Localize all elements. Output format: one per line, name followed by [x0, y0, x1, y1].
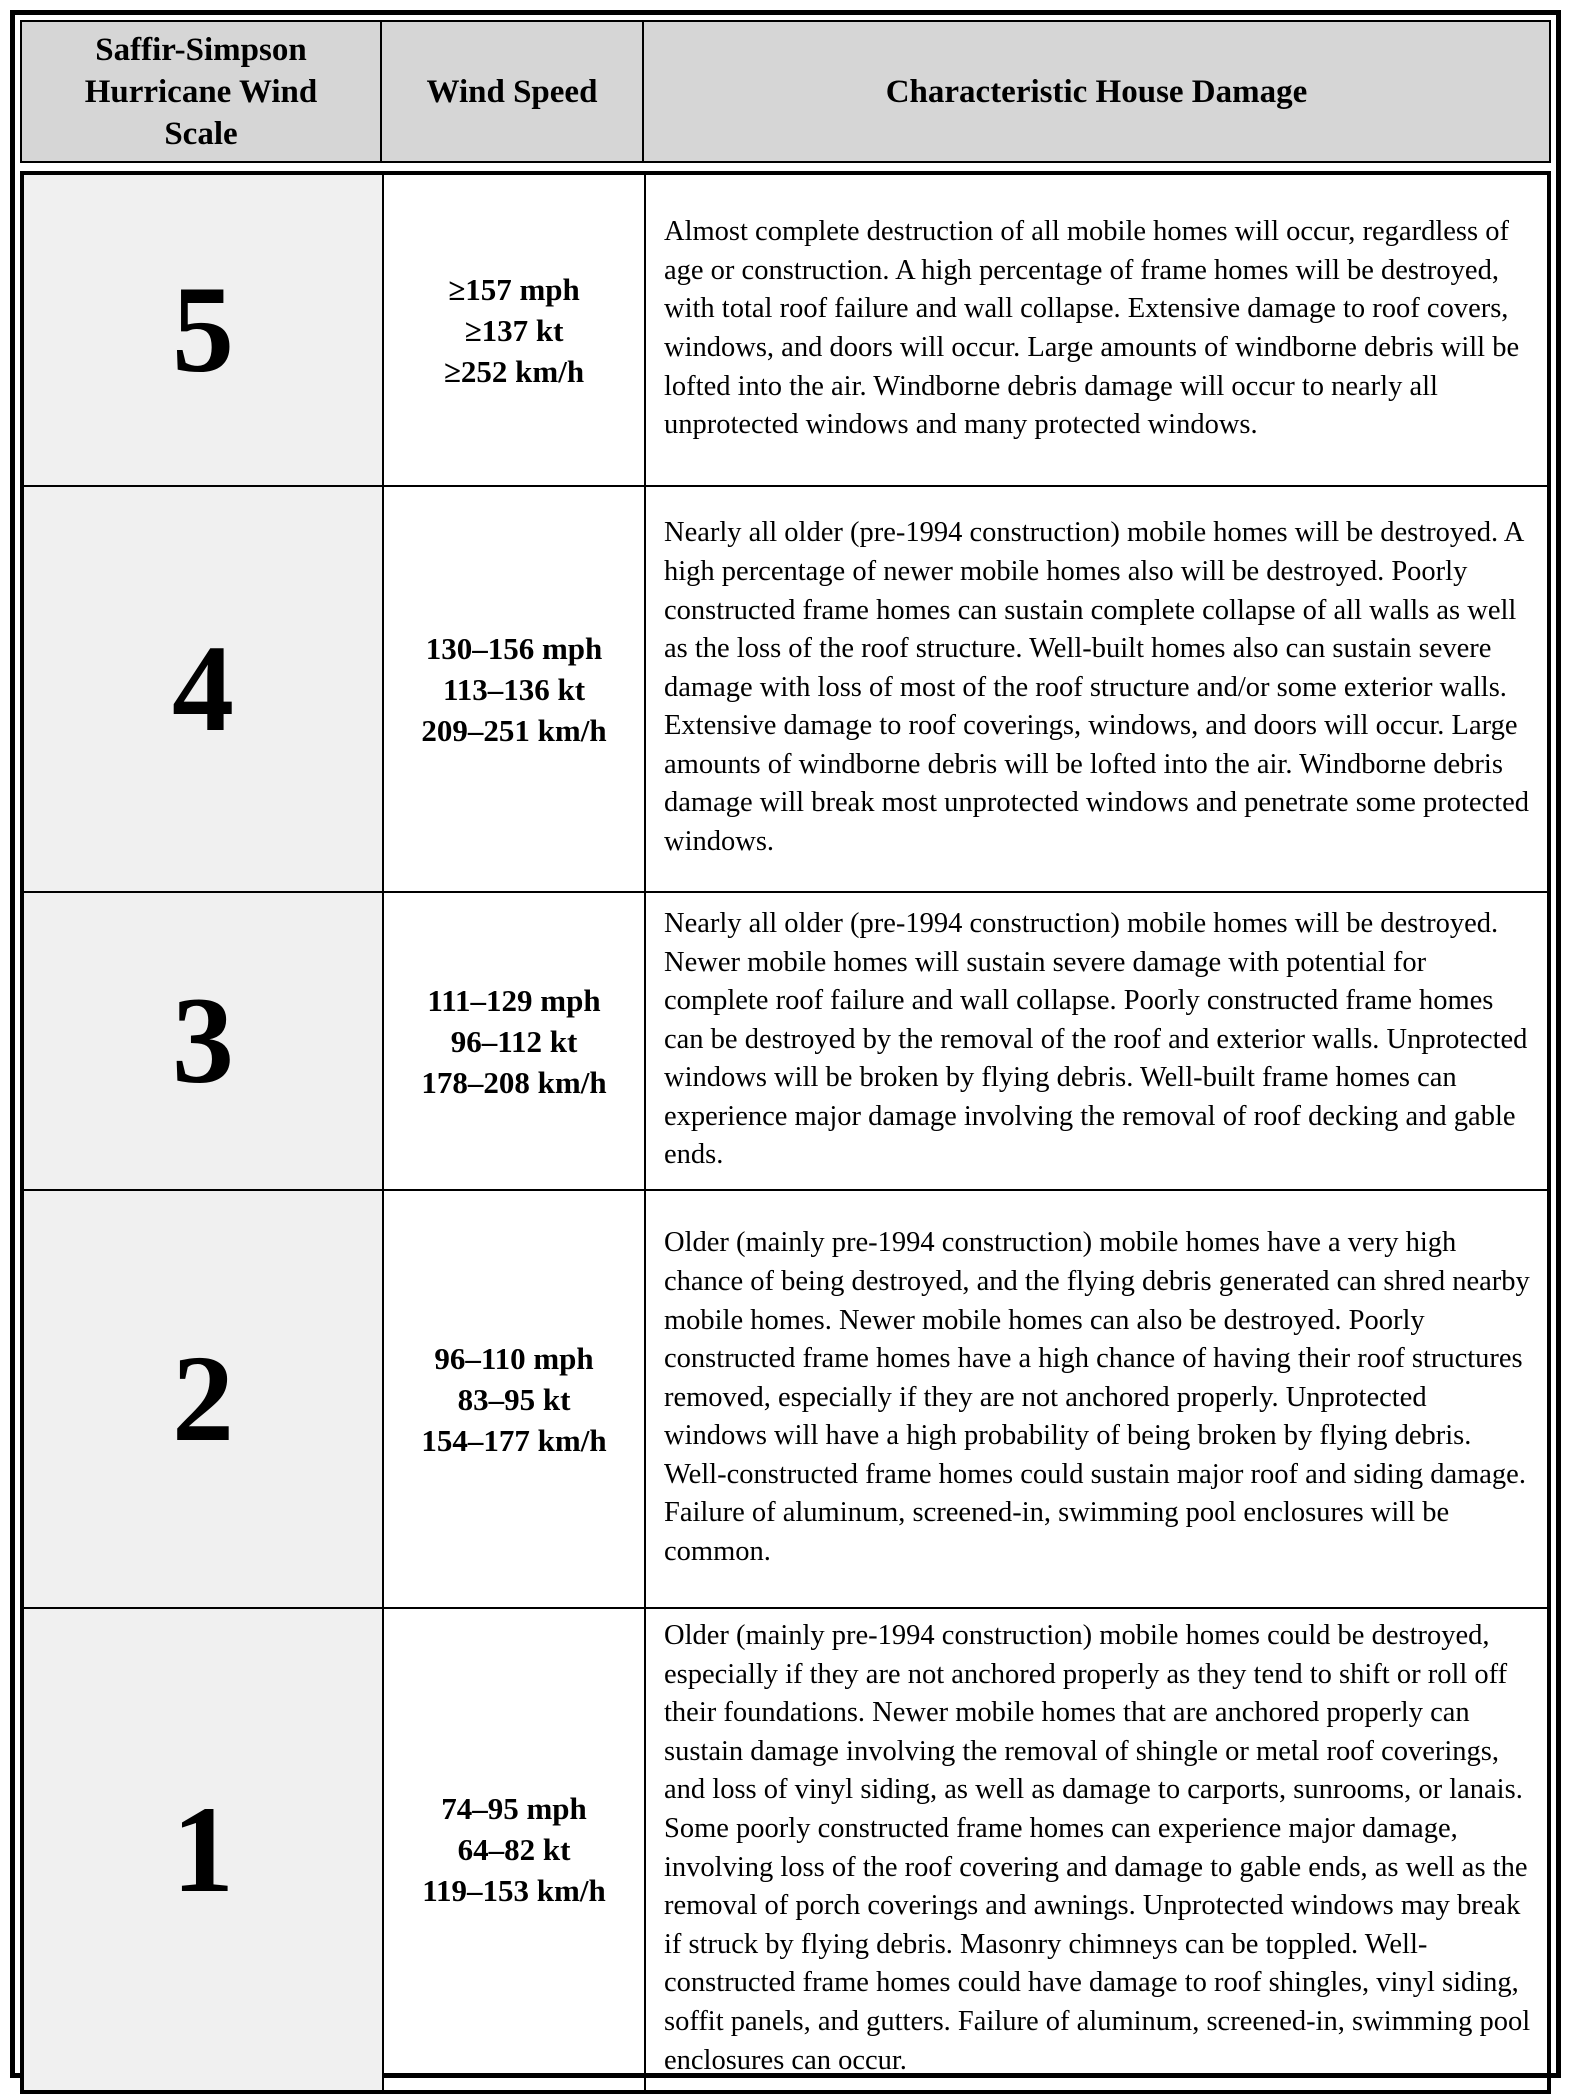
damage-description: Older (mainly pre-1994 construction) mobile homes have a very high chance of being destroyed, and the flying debris generated can shred nearby mobile homes. Newer mobile homes can also be destroyed. Poorly constructed frame homes have a high chance of having their roof structures removed, especially if they are not anchored properly. Unprotected windows will have a high probability of being broken by flying debris. Well-constructed frame homes could sustain major roof and siding damage. Failure of aluminum, screened-in, swimming pool enclosures will be common. [664, 1227, 1530, 1568]
wind-kt: ≥137 kt [464, 312, 564, 348]
table-row-category-4 [24, 487, 1547, 893]
header-damage [644, 22, 1549, 161]
wind-kt: 113–136 kt [442, 671, 586, 707]
wind-kmh: 178–208 km/h [421, 1064, 607, 1100]
header-scale-label: Saffir-Simpson Hurricane Wind Scale [84, 31, 318, 152]
wind-kmh: 209–251 km/h [421, 712, 607, 748]
wind-kt: 64–82 kt [457, 1832, 571, 1868]
wind-kt: 96–112 kt [450, 1023, 578, 1059]
damage-description: Nearly all older (pre-1994 construction) mobile homes will be destroyed. A high percentage of newer mobile homes also will be destroyed. Poorly constructed frame homes can sustain complete collapse of all walls as well as the loss of the roof structure. Well-built homes also can sustain severe damage with loss of most of the roof structure and/or some exterior walls. Extensive damage to roof coverings, windows, and doors will occur. Large amounts of windborne debris will be lofted into the air. Windborne debris damage will break most unprotected windows and penetrate some protected windows. [664, 517, 1530, 858]
wind-mph: ≥157 mph [448, 271, 580, 307]
damage-cell [646, 1609, 1547, 2090]
wind-mph: 130–156 mph [425, 630, 603, 666]
wind-speed-cell [384, 1191, 646, 1607]
wind-mph: 96–110 mph [434, 1340, 594, 1376]
wind-kmh: 119–153 km/h [422, 1873, 606, 1909]
wind-speed-cell [384, 487, 646, 891]
category-number: 5 [24, 175, 384, 485]
table-body [20, 171, 1551, 2094]
category-number: 1 [24, 1609, 384, 2090]
damage-description: Almost complete destruction of all mobile homes will occur, regardless of age or construction. A high percentage of frame homes will be destroyed, with total roof failure and wall collapse. Extensive damage to roof covers, windows, and doors will occur. Large amounts of windborne debris will be lofted into the air. Windborne debris damage will occur to nearly all unprotected windows and many protected windows. [664, 216, 1520, 441]
wind-speed-cell [384, 893, 646, 1189]
wind-kmh: 154–177 km/h [421, 1422, 607, 1458]
header-damage-label: Characteristic House Damage [885, 73, 1308, 110]
wind-mph: 74–95 mph [441, 1791, 587, 1827]
category-number: 2 [24, 1191, 384, 1607]
category-number: 4 [24, 487, 384, 891]
table-header [20, 20, 1551, 163]
header-separator [20, 163, 1551, 171]
damage-cell [646, 893, 1547, 1189]
table-row-category-1 [24, 1609, 1547, 2090]
header-wind-speed [382, 22, 644, 161]
damage-description: Nearly all older (pre-1994 construction) mobile homes will be destroyed. Newer mobile homes will sustain severe damage with potential for complete roof failure and wall collapse. Poorly constructed frame homes can be destroyed by the removal of the roof and exterior walls. Unprotected windows will be broken by flying debris. Well-built frame homes can experience major damage involving the removal of roof decking and gable ends. [664, 907, 1528, 1171]
damage-cell [646, 175, 1547, 485]
wind-speed-cell [384, 175, 646, 485]
header-scale [22, 22, 382, 161]
hurricane-scale-table [10, 10, 1561, 2078]
header-wind-label: Wind Speed [426, 73, 598, 110]
wind-kmh: ≥252 km/h [443, 353, 585, 389]
wind-speed-cell [384, 1609, 646, 2090]
damage-cell [646, 487, 1547, 891]
damage-description: Older (mainly pre-1994 construction) mobile homes could be destroyed, especially if they are not anchored properly as they tend to shift or roll off their foundations. Newer mobile homes that are anchored properly can sustain damage involving the removal of shingle or metal roof coverings, and loss of vinyl siding, as well as damage to carports, sunrooms, or lanais. Some poorly constructed frame homes can experience major damage, involving loss of the roof covering and damage to gable ends, as well as the removal of porch coverings and awnings. Unprotected windows may break if struck by flying debris. Masonry chimneys can be toppled. Well-constructed frame homes could have damage to roof shingles, vinyl siding, soffit panels, and gutters. Failure of aluminum, screened-in, swimming pool enclosures can occur. [664, 1620, 1531, 2076]
wind-kt: 83–95 kt [457, 1381, 571, 1417]
damage-cell [646, 1191, 1547, 1607]
category-number: 3 [24, 893, 384, 1189]
table-row-category-3 [24, 893, 1547, 1191]
table-row-category-5 [24, 175, 1547, 487]
table-row-category-2 [24, 1191, 1547, 1609]
wind-mph: 111–129 mph [427, 982, 601, 1018]
